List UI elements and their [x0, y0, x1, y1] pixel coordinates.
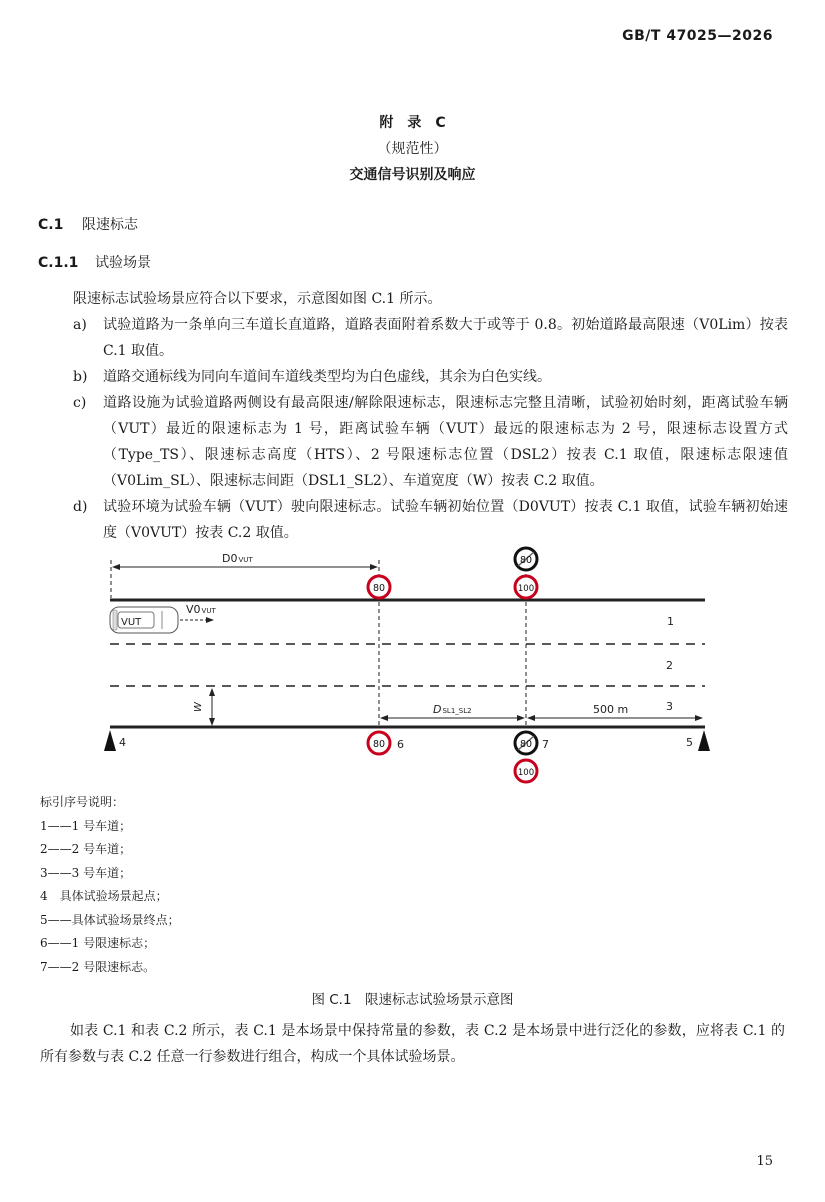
lane-1-label: 1	[667, 615, 674, 628]
vut-vehicle	[110, 607, 178, 633]
section-number: C.1	[38, 217, 64, 233]
svg-text:80: 80	[519, 555, 533, 566]
marker-5-label: 5	[686, 736, 693, 749]
section-title: 试验场景	[95, 255, 151, 271]
v0-label: V0VUT	[186, 603, 216, 616]
dsl-label: DSL1_SL2	[433, 703, 472, 716]
arrowhead	[370, 564, 378, 570]
legend-item: 3——3 号车道；	[40, 865, 132, 880]
legend	[40, 791, 180, 979]
legend-title: 标引序号说明：	[40, 795, 125, 809]
lane-2-label: 2	[666, 659, 673, 672]
marker-6-label: 6	[397, 738, 404, 751]
list-item-c	[73, 390, 788, 494]
closing-paragraph: 如表 C.1 和表 C.2 所示，表 C.1 是本场景中保持常量的参数，表 C.2 是本场景中进行泛化的参数，应将表 C.1 的所有参数与表 C.2 任意一行参数进行组合，构成一个具体试验场景。	[40, 1023, 785, 1065]
list-label: a)	[73, 317, 87, 333]
list-item-d	[73, 494, 788, 546]
legend-item: 5——具体试验场景终点；	[40, 912, 180, 927]
list-label: c)	[73, 395, 87, 411]
arrowhead	[380, 715, 388, 721]
derestriction-sign-top	[515, 548, 537, 570]
section-number: C.1.1	[38, 255, 79, 271]
svg-text:80: 80	[372, 583, 386, 594]
marker-7-label: 7	[542, 738, 549, 751]
speed-sign-top-80	[368, 576, 390, 598]
speed-limit-scenario-diagram	[0, 540, 825, 790]
marker-4-label: 4	[119, 736, 126, 749]
speed-sign-top-100	[515, 576, 537, 598]
d0-label: D0VUT	[222, 552, 253, 565]
end-marker-icon	[698, 730, 710, 751]
legend-item: 7——2 号限速标志。	[40, 959, 156, 974]
w-label: W	[193, 702, 204, 712]
legend-item: 4 具体试验场景起点；	[40, 889, 168, 903]
lane-3-label: 3	[666, 700, 673, 713]
arrowhead	[112, 564, 120, 570]
legend-item: 6——1 号限速标志；	[40, 936, 156, 950]
derestriction-sign-bottom	[515, 732, 537, 754]
start-marker-icon	[104, 730, 116, 751]
appendix-name: 交通信号识别及响应	[349, 167, 476, 183]
svg-text:100: 100	[517, 584, 535, 594]
arrowhead	[206, 617, 214, 623]
list-label: b)	[73, 369, 88, 385]
page-number: 15	[756, 1154, 773, 1169]
section-c11-heading	[38, 252, 151, 272]
arrowhead	[209, 718, 215, 726]
arrowhead	[209, 688, 215, 696]
svg-text:VUT: VUT	[121, 617, 142, 628]
list-item-a	[73, 312, 788, 364]
speed-sign-bottom-80	[368, 732, 390, 754]
figure-caption: 图 C.1 限速标志试验场景示意图	[311, 992, 514, 1008]
svg-text:100: 100	[517, 768, 535, 778]
speed-sign-bottom-100	[515, 760, 537, 782]
section-c1-heading	[38, 214, 138, 234]
svg-text:80: 80	[372, 739, 386, 750]
list-text: 道路交通标线为同向车道间车道线类型均为白色虚线，其余为白色实线。	[103, 369, 551, 385]
svg-text:80: 80	[519, 739, 533, 750]
arrowhead	[517, 715, 525, 721]
standard-number: GB/T 47025—2026	[622, 28, 773, 44]
list-text: 试验道路为一条单向三车道长直道路，道路表面附着系数大于或等于 0.8。初始道路最高限速（V0Lim）按表 C.1 取值。	[103, 317, 788, 359]
list-text: 试验环境为试验车辆（VUT）驶向限速标志。试验车辆初始位置（D0VUT）按表 C.1 取值，试验车辆初始速度（V0VUT）按表 C.2 取值。	[103, 499, 788, 541]
legend-item: 2——2 号车道；	[40, 842, 132, 856]
arrowhead	[695, 715, 703, 721]
legend-item: 1——1 号车道；	[40, 818, 132, 833]
intro-paragraph: 限速标志试验场景应符合以下要求，示意图如图 C.1 所示。	[73, 291, 442, 307]
list-label: d)	[73, 499, 88, 515]
arrowhead	[527, 715, 535, 721]
section-title: 限速标志	[82, 217, 138, 233]
dist-500-label: 500 m	[593, 703, 629, 716]
appendix-title: 附 录 C	[379, 115, 446, 131]
list-item-b	[73, 364, 783, 390]
list-text: 道路设施为试验道路两侧设有最高限速/解除限速标志，限速标志完整且清晰，试验初始时刻，距离试验车辆（VUT）最近的限速标志为 1 号，距离试验车辆（VUT）最远的限速标志为 2 号，限速标志设置方式（Type_TS）、限速标志高度（HTS）、2 号限速标志位置（DSL2）按表 C.1 取值，限速标志限速值（V0Lim_SL）、限速标志间距（DSL1_SL2）、车道宽度（W）按表 C.2 取值。	[103, 395, 788, 489]
appendix-type: （规范性）	[377, 141, 448, 157]
